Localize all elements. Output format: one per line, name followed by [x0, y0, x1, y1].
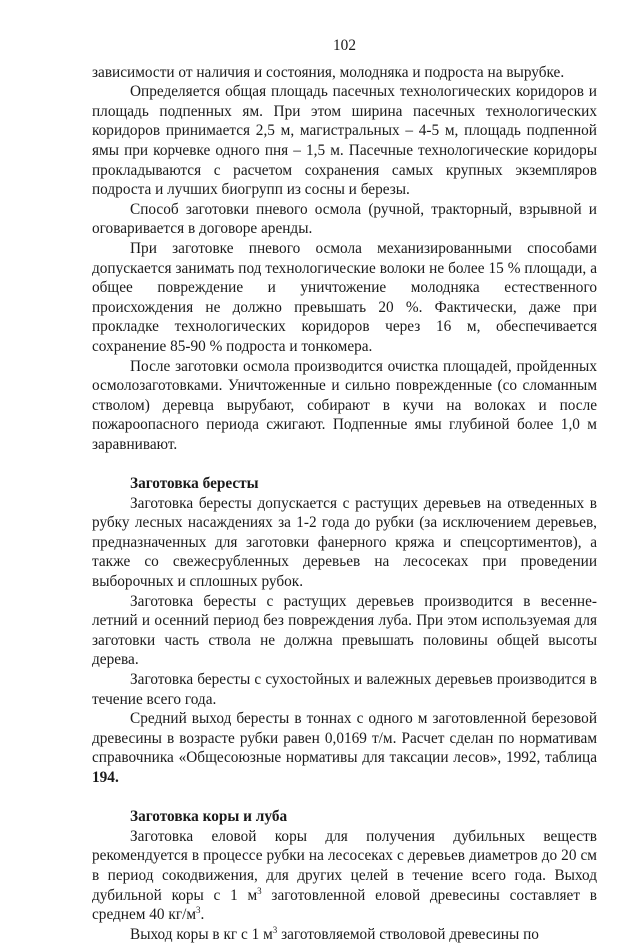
spruce-bark-text-a: Заготовка еловой коры для получения дубильных веществ рекомендуется в процессе рубки на лесосеках с деревьев диаметров до 20 см в период сокодвижения, для других целей в течение всего года. Выход дубильной коры с 1 м [92, 827, 597, 904]
superscript: 3 [196, 905, 201, 916]
bark-output-text-b: заготовляемой стволовой древесины по [277, 925, 539, 943]
spacer [92, 788, 597, 808]
paragraph-bark-allowed: Заготовка бересты допускается с растущих деревьев на отведенных в рубку лесных насаждениях за 1-2 года до рубки (за исключением деревьев, предназначенных для заготовки фанерного кряжа и спецсортиментов), а также со свежесрубленных деревьев на лесосеках при проведении выборочных и сплошных рубок. [92, 494, 597, 591]
document-page [92, 36, 597, 944]
bark-yield-text: Средний выход бересты в тоннах с одного м заготовленной березовой древесины в возрасте рубки равен 0,0169 т/м. Расчет сделан по нормативам справочника «Общесоюзные нормативы для таксации лесов», 1992, таблица [92, 710, 597, 767]
heading-bark-bast: Заготовка коры и луба [130, 808, 288, 826]
heading-birch-bark: Заготовка бересты [130, 475, 259, 493]
paragraph-cleanup: После заготовки осмола производится очистка площадей, пройденных осмолозаготовками. Уничтоженные и сильно поврежденные (со сломанным стволом) деревца вырубают, собирают в кучи на волоках и после пожароопасного периода сжигают. Подпенные ямы глубиной более 1,0 м заравнивают. [92, 357, 597, 453]
table-number: 194. [92, 768, 119, 786]
paragraph-continued: зависимости от наличия и состояния, молодняка и подроста на вырубке. [92, 63, 565, 81]
superscript: 3 [272, 924, 278, 935]
paragraph-mechanized: При заготовке пневого осмола механизированными способами допускается занимать под технологические волоки не более 15 % площади, а общее повреждение и уничтожение молодняка естественного происхождения не должно превышать 20 %. Фактически, даже при прокладке технологических коридоров через 16 м, обеспечивается сохранение 85-90 % подроста и тонкомера. [92, 239, 597, 355]
spacer [92, 454, 597, 474]
spruce-bark-text-c: . [200, 906, 205, 924]
spruce-bark-text-b: заготовленной еловой древесины составляет в среднем 40 кг/м [92, 886, 597, 924]
page-number: 102 [333, 37, 356, 54]
paragraph-spruce-bark [92, 827, 597, 925]
paragraph-corridors: Определяется общая площадь пасечных технологических коридоров и площадь подпенных ям. При этом ширина пасечных технологических коридоров принимается 2,5 м, магистральных – 4-5 м, площадь подпенной ямы при корчевке одного пня – 1,5 м. Пасечные технологические коридоры прокладываются с расчетом сохранения самых крупных экземпляров подроста и лучших биогрупп из сосны и березы. [92, 83, 597, 199]
paragraph-bark-deadwood: Заготовка бересты с сухостойных и валежных деревьев производится в течение всего года. [92, 671, 597, 708]
paragraph-method: Способ заготовки пневого осмола (ручной, тракторный, взрывной и оговаривается в договоре аренды. [92, 200, 597, 238]
bark-output-text-a: Выход коры в кг с 1 м [130, 925, 273, 943]
paragraph-bark-yield [92, 709, 597, 787]
paragraph-bark-season: Заготовка бересты с растущих деревьев производится в весенне-летний и осенний период без повреждения луба. При этом используемая для заготовки часть ствола не должна превышать половины общей высоты дерева. [92, 592, 597, 669]
superscript: 3 [257, 885, 262, 896]
paragraph-bark-output [92, 925, 597, 944]
